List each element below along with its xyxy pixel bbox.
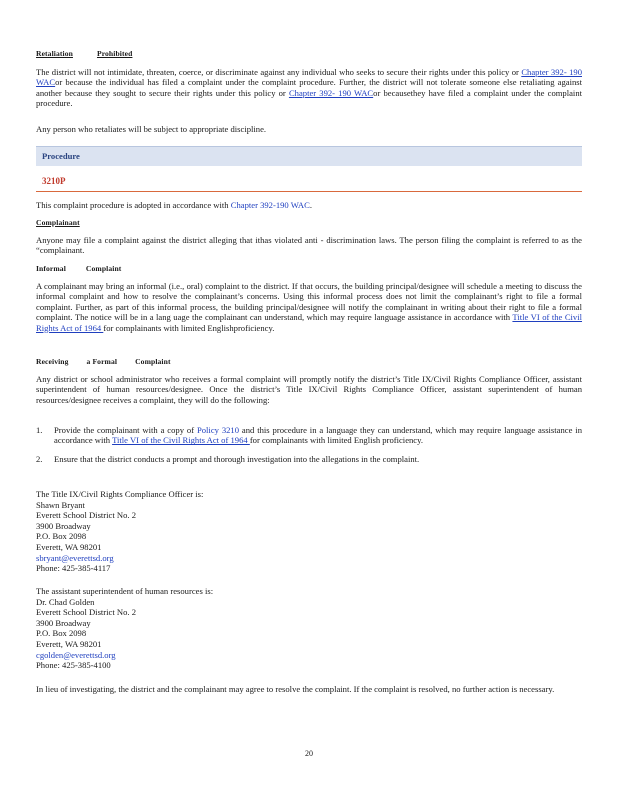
assistant-city: Everett, WA 98201 bbox=[36, 638, 102, 649]
compliance-officer-contact bbox=[36, 489, 582, 574]
complaint-heading-word-2: Complaint bbox=[135, 357, 171, 366]
officer-city: Everett, WA 98201 bbox=[36, 541, 102, 552]
list-item-text-1: Provide the complainant with a copy of bbox=[54, 425, 197, 435]
receiving-formal-complaint-heading bbox=[36, 357, 582, 367]
page-number: 20 bbox=[305, 749, 313, 758]
list-item-number: 1. bbox=[36, 425, 43, 435]
officer-pobox: P.O. Box 2098 bbox=[36, 531, 87, 542]
procedure-section-bar bbox=[36, 146, 582, 166]
retaliation-text-1: The district will not intimidate, threaten, coerce, or discriminate against any individual who seeks to secure their rights under this policy or bbox=[36, 67, 522, 77]
assistant-superintendent-contact bbox=[36, 586, 582, 671]
officer-street: 3900 Broadway bbox=[36, 520, 91, 531]
title-vi-civil-rights-link-2[interactable]: Title VI of the Civil Rights Act of 1964 bbox=[112, 435, 250, 446]
list-item bbox=[36, 425, 582, 446]
informal-text-1: A complainant may bring an informal (i.e., oral) complaint to the district. If that occurs, the building principal/designee will schedule a meeting to discuss the informal complaint and how to resolve the complainant’s concerns. Using this informal process does not limit the complainant’s right to file a formal complaint. Further, as part of this informal process, the building principal/designee will notify the complainant in writing about their right to file a formal complaint. The notice will be in a lang uage the complainant can understand, which may require language assistance in accordance with bbox=[36, 281, 582, 323]
prohibited-heading-word: Prohibited bbox=[96, 49, 133, 58]
officer-email-link[interactable]: sbryant@everettsd.org bbox=[36, 552, 114, 563]
complainant-heading bbox=[36, 218, 582, 228]
officer-phone: Phone: 425-385-4117 bbox=[36, 563, 111, 574]
policy-code-label: 3210P bbox=[42, 176, 66, 186]
informal-complaint-heading bbox=[36, 264, 582, 274]
a-formal-heading-word: a Formal bbox=[86, 357, 118, 366]
informal-heading-word: Informal bbox=[36, 264, 66, 273]
receiving-complaint-text: Any district or school administrator who receives a formal complaint will promptly notify the district’s Title IX/Civil Rights Compliance Officer, assistant superintendent of human resources/designee. Once the district’s Title IX/Civil Rights Compliance Officer, assistant superintendent of human resources/designee receives a complaint, they will do the following: bbox=[36, 374, 582, 405]
officer-org: Everett School District No. 2 bbox=[36, 510, 137, 521]
informal-complaint-text bbox=[36, 281, 582, 333]
assistant-org: Everett School District No. 2 bbox=[36, 607, 137, 618]
assistant-pobox: P.O. Box 2098 bbox=[36, 628, 87, 639]
list-item-text-2: and this procedure in a language they can understand, which may require language assistance in accordance with bbox=[54, 425, 582, 446]
assistant-name: Dr. Chad Golden bbox=[36, 596, 95, 607]
chapter-392-190-wac-link[interactable]: Chapter 392- 190 WAC bbox=[36, 67, 582, 88]
list-item bbox=[36, 454, 582, 464]
retaliation-paragraph bbox=[36, 67, 582, 109]
assistant-street: 3900 Broadway bbox=[36, 617, 91, 628]
chapter-392-190-wac-intro-link[interactable]: Chapter 392-190 WAC bbox=[230, 200, 310, 210]
assistant-email-link[interactable]: cgolden@everettsd.org bbox=[36, 649, 116, 660]
policy-code-rule bbox=[36, 191, 582, 192]
informal-text-2: for complainants with limited Englishproficiency. bbox=[103, 322, 275, 333]
retaliation-text-2: or because the individual has filed a complaint under the complaint procedure. Further, the district will not tolerate someone else retaliating against another because they sought to secure their rights under this policy or bbox=[36, 77, 582, 98]
procedure-intro-end: . bbox=[309, 200, 312, 210]
complaint-heading-word: Complaint bbox=[85, 264, 122, 273]
complainant-heading-text: Complainant bbox=[36, 218, 80, 227]
procedure-title: Procedure bbox=[42, 151, 80, 161]
receiving-heading-word: Receiving bbox=[36, 357, 69, 366]
list-item-text-3: for complainants with limited English proficiency. bbox=[249, 435, 424, 446]
procedure-intro bbox=[36, 200, 582, 210]
chapter-392-190-wac-link-2[interactable]: Chapter 392- 190 WAC bbox=[288, 87, 374, 98]
assistant-intro: The assistant superintendent of human resources is: bbox=[36, 586, 214, 596]
complainant-text: Anyone may file a complaint against the district alleging that ithas violated anti - discrimination laws. The person filing the complaint is referred to as the “complainant. bbox=[36, 235, 582, 256]
title-vi-civil-rights-link[interactable]: Title VI of the Civil Rights Act of 1964 bbox=[36, 312, 583, 333]
retaliation-text-3: or becausethey have filed a complaint under the complaint procedure. bbox=[36, 87, 583, 109]
officer-intro: The Title IX/Civil Rights Compliance Officer is: bbox=[36, 489, 204, 499]
policy-3210-link[interactable]: Policy 3210 bbox=[196, 425, 240, 435]
list-item-text-1: Ensure that the district conducts a prompt and thorough investigation into the allegations in the complaint. bbox=[54, 453, 420, 464]
assistant-phone: Phone: 425-385-4100 bbox=[36, 660, 111, 671]
procedure-intro-text: This complaint procedure is adopted in accordance with bbox=[36, 200, 231, 210]
formal-complaint-steps bbox=[36, 425, 582, 464]
closing-paragraph: In lieu of investigating, the district and the complainant may agree to resolve the complaint. If the complaint is resolved, no further action is necessary. bbox=[36, 684, 555, 694]
retaliation-heading-word: Retaliation bbox=[36, 49, 73, 58]
officer-name: Shawn Bryant bbox=[36, 499, 85, 510]
retaliation-heading bbox=[36, 49, 582, 59]
list-item-number: 2. bbox=[36, 453, 43, 464]
retaliation-discipline-text: Any person who retaliates will be subject to appropriate discipline. bbox=[36, 124, 267, 134]
